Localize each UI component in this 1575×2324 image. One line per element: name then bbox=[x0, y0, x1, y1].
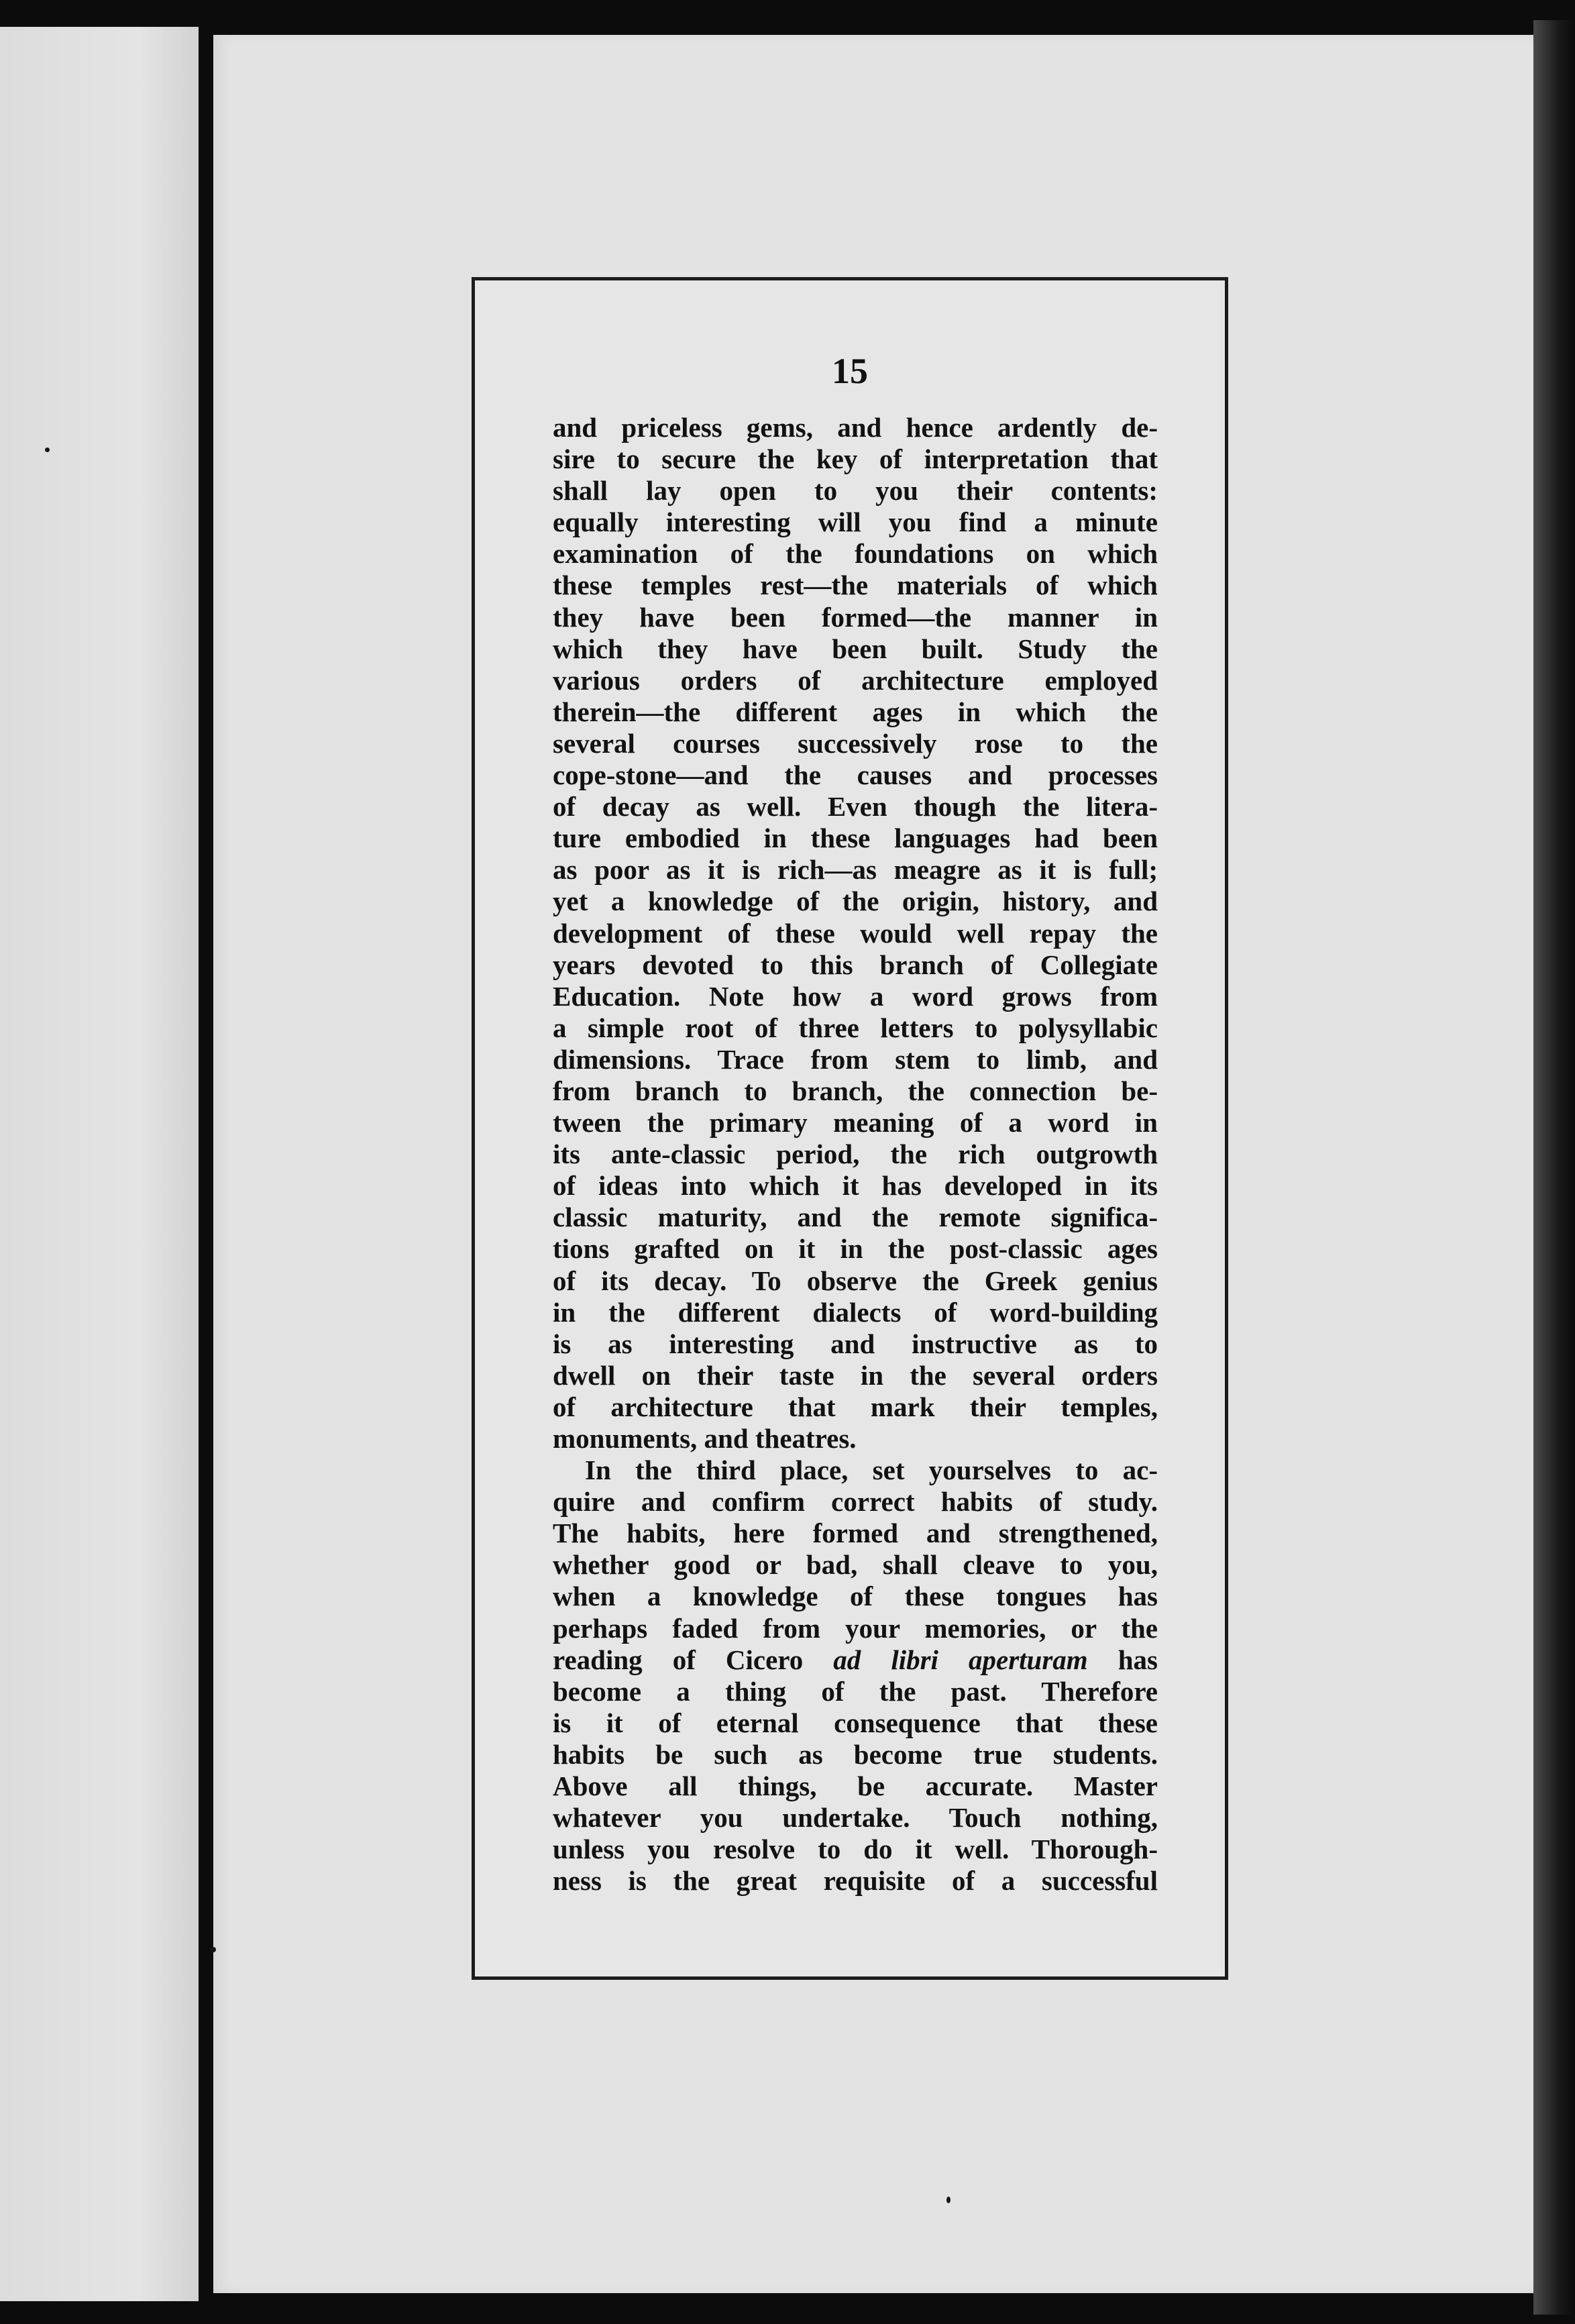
text-line: when a knowledge of these tongues has bbox=[553, 1581, 1158, 1612]
text-line: whether good or bad, shall cleave to you, bbox=[553, 1549, 1158, 1581]
text-line: various orders of architecture employed bbox=[553, 664, 1158, 696]
text-line: dimensions. Trace from stem to limb, and bbox=[553, 1043, 1158, 1075]
ink-speck bbox=[45, 447, 50, 452]
text-line: habits be such as become true students. bbox=[553, 1738, 1158, 1770]
text-line: therein—the different ages in which the bbox=[553, 696, 1158, 727]
text-line: yet a knowledge of the origin, history, and bbox=[553, 886, 1158, 917]
text-line: and priceless gems, and hence ardently de- bbox=[553, 412, 1158, 443]
text-line-segment: has bbox=[1118, 1644, 1158, 1675]
text-line: shall lay open to you their contents: bbox=[553, 475, 1158, 507]
body-text bbox=[553, 412, 1158, 1897]
bordered-text-block bbox=[472, 277, 1228, 1980]
text-line: development of these would well repay the bbox=[553, 917, 1158, 949]
text-line-segment: reading of Cicero bbox=[553, 1644, 834, 1675]
text-line: they have been formed—the manner in bbox=[553, 601, 1158, 633]
text-line bbox=[553, 1644, 1158, 1676]
text-line: quire and confirm correct habits of study. bbox=[553, 1486, 1158, 1518]
text-line: cope-stone—and the causes and processes bbox=[553, 759, 1158, 791]
ink-speck bbox=[946, 2197, 951, 2203]
text-line: of decay as well. Even though the litera- bbox=[553, 791, 1158, 823]
text-line: Education. Note how a word grows from bbox=[553, 980, 1158, 1012]
text-line: is as interesting and instructive as to bbox=[553, 1328, 1158, 1359]
text-line: Above all things, be accurate. Master bbox=[553, 1771, 1158, 1802]
text-line: as poor as it is rich—as meagre as it is full; bbox=[553, 854, 1158, 886]
text-line: of architecture that mark their temples, bbox=[553, 1391, 1158, 1422]
text-line: of its decay. To observe the Greek genius bbox=[553, 1265, 1158, 1296]
text-line: tween the primary meaning of a word in bbox=[553, 1107, 1158, 1139]
left-page-margin bbox=[0, 27, 199, 2301]
page-number: 15 bbox=[832, 351, 868, 391]
text-line: years devoted to this branch of Collegiate bbox=[553, 949, 1158, 980]
text-line: The habits, here formed and strengthened, bbox=[553, 1518, 1158, 1549]
text-line: dwell on their taste in the several orders bbox=[553, 1359, 1158, 1391]
italic-phrase: ad libri aperturam bbox=[833, 1644, 1088, 1675]
text-line: in the different dialects of word-building bbox=[553, 1296, 1158, 1328]
text-line: ture embodied in these languages had been bbox=[553, 823, 1158, 854]
text-line: which they have been built. Study the bbox=[553, 633, 1158, 664]
text-line: is it of eternal consequence that these bbox=[553, 1707, 1158, 1738]
text-line: sire to secure the key of interpretation that bbox=[553, 443, 1158, 475]
text-line: equally interesting will you find a minute bbox=[553, 507, 1158, 538]
text-line: classic maturity, and the remote significa- bbox=[553, 1202, 1158, 1233]
text-line: unless you resolve to do it well. Thorough- bbox=[553, 1834, 1158, 1865]
text-line: its ante-classic period, the rich outgrowth bbox=[553, 1139, 1158, 1170]
text-line: tions grafted on it in the post-classic ages bbox=[553, 1233, 1158, 1265]
text-line: a simple root of three letters to polysyllabic bbox=[553, 1012, 1158, 1043]
text-line: examination of the foundations on which bbox=[553, 538, 1158, 570]
text-line: these temples rest—the materials of which bbox=[553, 570, 1158, 601]
ink-speck bbox=[211, 1947, 216, 1952]
text-line: perhaps faded from your memories, or the bbox=[553, 1612, 1158, 1644]
text-line: whatever you undertake. Touch nothing, bbox=[553, 1802, 1158, 1834]
text-line: ness is the great requisite of a successful bbox=[553, 1865, 1158, 1897]
text-line: monuments, and theatres. bbox=[553, 1423, 857, 1454]
text-line: In the third place, set yourselves to ac- bbox=[585, 1455, 1158, 1486]
text-line: from branch to branch, the connection be- bbox=[553, 1075, 1158, 1106]
text-line: become a thing of the past. Therefore bbox=[553, 1675, 1158, 1707]
text-line: several courses successively rose to the bbox=[553, 727, 1158, 759]
text-line: of ideas into which it has developed in its bbox=[553, 1170, 1158, 1202]
page-edge-shadow bbox=[1533, 20, 1575, 2315]
